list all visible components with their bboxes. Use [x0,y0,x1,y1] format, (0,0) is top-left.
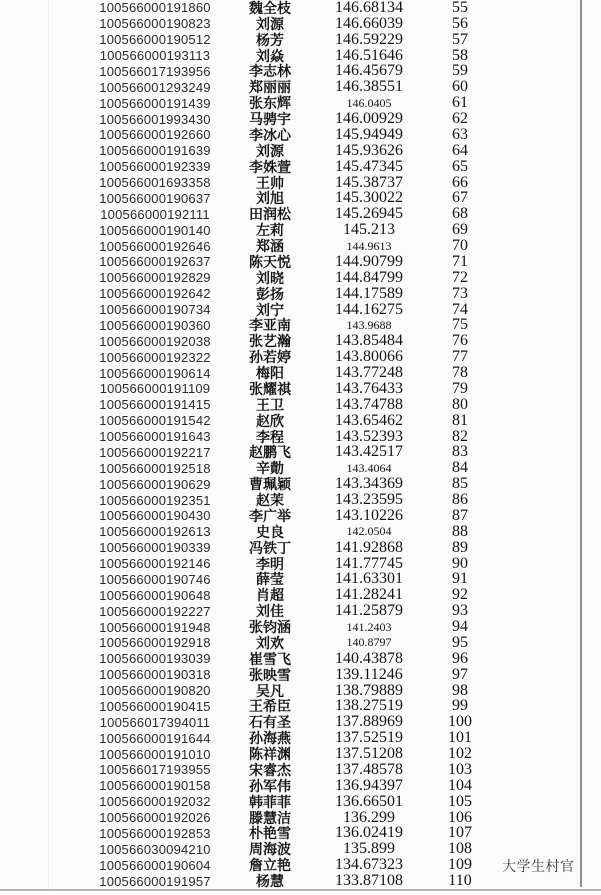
table-row [0,667,601,683]
table-row [0,48,601,64]
table-row [0,159,601,175]
table-row [0,794,601,810]
candidate-id: 100566000190823 [99,16,211,32]
candidate-name: 刘源 [256,142,284,159]
candidate-name: 刘佳 [256,603,284,620]
candidate-name: 彭扬 [256,285,284,302]
candidate-name: 薛莹 [256,571,284,588]
candidate-name: 张映雪 [249,666,291,683]
candidate-score: 141.25879 [335,602,403,620]
candidate-score: 143.65462 [335,411,403,429]
table-row [0,111,601,127]
table-row [0,413,601,429]
candidate-name: 肖超 [256,587,284,604]
table-row [0,826,601,842]
candidate-name: 李姝萱 [249,158,291,175]
candidate-score: 146.59229 [335,30,403,48]
candidate-name: 张耀祺 [249,380,291,397]
candidate-score: 141.63301 [335,570,403,588]
candidate-score: 145.93626 [335,141,403,159]
table-row [0,651,601,667]
candidate-score: 141.77745 [335,554,403,572]
candidate-rank: 56 [452,14,468,32]
candidate-score: 142.0504 [346,524,392,539]
table-row [0,730,601,746]
candidate-score: 143.4064 [346,460,392,475]
candidate-score: 138.79889 [335,681,403,699]
table-row [0,476,601,492]
table-row [0,460,601,476]
candidate-id: 100566000191439 [99,95,211,111]
candidate-id: 100566000190158 [99,778,211,794]
candidate-rank: 67 [452,189,468,207]
candidate-id: 100566000192518 [99,460,211,476]
candidate-rank: 93 [452,602,468,620]
candidate-score: 146.0405 [346,95,392,110]
candidate-score: 139.11246 [335,665,403,683]
candidate-id: 100566000192918 [99,635,211,651]
table-row [0,16,601,32]
candidate-score: 146.51646 [335,46,403,64]
candidate-score: 144.90799 [335,252,403,270]
candidate-score: 138.27519 [335,697,403,715]
table-row [0,397,601,413]
candidate-rank: 87 [452,506,468,524]
candidate-id: 100566000192032 [99,794,211,810]
candidate-name: 孙海燕 [249,730,291,747]
candidate-score: 146.66039 [335,14,403,32]
table-row [0,127,601,143]
candidate-id: 100566000190614 [99,365,211,381]
candidate-name: 朴艳雪 [249,825,291,842]
candidate-rank: 99 [452,697,468,715]
candidate-name: 赵茉 [256,492,284,509]
table-row [0,683,601,699]
candidate-score: 146.68134 [335,0,403,16]
candidate-name: 刘欢 [256,634,284,651]
candidate-score: 143.52393 [335,427,403,445]
candidate-rank: 78 [452,364,468,382]
candidate-id: 100566000190746 [99,571,211,587]
table-row [0,619,601,635]
candidate-score: 136.66501 [335,792,403,810]
table-row [0,524,601,540]
table-row [0,556,601,572]
candidate-name: 魏全枝 [249,0,291,16]
candidate-rank: 55 [452,0,468,16]
candidate-rank: 65 [452,157,468,175]
candidate-id: 100566000192111 [100,206,210,222]
candidate-id: 100566000190318 [99,667,211,683]
candidate-id: 100566000192637 [99,254,211,270]
table-row [0,381,601,397]
candidate-id: 100566000190140 [99,222,211,238]
candidate-rank: 62 [452,110,468,128]
table-row [0,270,601,286]
candidate-id: 100566000192642 [99,286,211,302]
candidate-rank: 84 [452,459,468,477]
candidate-name: 张钧涵 [249,619,291,636]
candidate-id: 100566000191010 [99,746,211,762]
candidate-rank: 81 [452,411,468,429]
candidate-name: 陈祥渊 [249,746,291,763]
candidate-name: 孙若婷 [249,349,291,366]
candidate-id: 100566030094210 [99,841,211,857]
candidate-rank: 59 [452,62,468,80]
candidate-name: 周海波 [249,841,291,858]
candidate-score: 143.76433 [335,379,403,397]
candidate-name: 杨慧 [256,873,284,890]
candidate-rank: 105 [448,792,472,810]
candidate-name: 李明 [256,555,284,572]
table-row [0,64,601,80]
candidate-score: 137.52519 [335,729,403,747]
candidate-name: 赵鹏飞 [249,444,291,461]
table-row [0,318,601,334]
candidate-id: 100566000191644 [99,730,211,746]
candidate-score: 143.42517 [335,443,403,461]
candidate-id: 100566000192660 [99,127,211,143]
candidate-id: 100566000191860 [99,0,211,16]
candidate-rank: 102 [448,745,472,763]
candidate-rank: 100 [448,713,472,731]
candidate-rank: 108 [448,840,472,858]
candidate-score: 144.9613 [346,238,392,253]
table-row [0,492,601,508]
candidate-id: 100566000192217 [99,444,211,460]
candidate-id: 100566000191957 [99,873,211,889]
candidate-rank: 103 [448,760,472,778]
candidate-score: 145.30022 [335,189,403,207]
candidate-score: 143.10226 [335,506,403,524]
table-row [0,175,601,191]
table-row [0,603,601,619]
candidate-id: 100566001693358 [99,175,211,191]
candidate-score: 134.67323 [335,856,403,874]
candidate-rank: 73 [452,284,468,302]
candidate-name: 曹珮颖 [249,476,291,493]
candidate-name: 郑涵 [256,238,284,255]
candidate-id: 100566000190734 [99,302,211,318]
candidate-id: 100566000192339 [99,159,211,175]
candidate-rank: 83 [452,443,468,461]
candidate-score: 143.23595 [335,491,403,509]
candidate-name: 张艺瀚 [249,333,291,350]
candidate-id: 100566000191948 [99,619,211,635]
candidate-rank: 72 [452,268,468,286]
table-row [0,0,601,16]
candidate-rank: 71 [452,252,468,270]
candidate-rank: 75 [452,316,468,334]
candidate-id: 100566000190820 [99,683,211,699]
candidate-id: 100566000192322 [99,349,211,365]
table-row [0,32,601,48]
candidate-rank: 106 [448,808,472,826]
candidate-id: 100566000192026 [99,810,211,826]
table-row [0,587,601,603]
candidate-name: 王希臣 [249,698,291,715]
candidate-rank: 92 [452,586,468,604]
candidate-rank: 96 [452,649,468,667]
candidate-name: 孙军伟 [249,777,291,794]
candidate-score: 136.02419 [335,824,403,842]
candidate-score: 144.84799 [335,268,403,286]
candidate-id: 100566017394011 [99,714,211,730]
candidate-name: 李冰心 [249,126,291,143]
candidate-score: 137.51208 [335,745,403,763]
table-row [0,302,601,318]
table-row [0,222,601,238]
candidate-name: 张东辉 [249,95,291,112]
candidate-name: 史良 [256,523,284,540]
left-margin-rule [48,0,49,889]
candidate-rank: 61 [452,94,468,112]
candidate-score: 141.92868 [335,538,403,556]
candidate-name: 李广举 [249,507,291,524]
candidate-rank: 90 [452,554,468,572]
candidate-id: 100566000190339 [99,540,211,556]
below-page-area [0,891,601,895]
candidate-id: 100566017193955 [99,762,211,778]
candidate-score: 133.87108 [335,872,403,890]
candidate-name: 刘焱 [256,47,284,64]
candidate-score: 146.00929 [335,110,403,128]
candidate-name: 刘旭 [256,190,284,207]
candidate-score: 144.16275 [335,300,403,318]
candidate-id: 100566000192853 [99,825,211,841]
right-page-edge-rule [580,0,582,887]
candidate-id: 100566000190360 [99,317,211,333]
table-row [0,746,601,762]
candidate-name: 刘宁 [256,301,284,318]
table-row [0,778,601,794]
candidate-id: 100566000192829 [99,270,211,286]
candidate-score: 136.94397 [335,776,403,794]
candidate-name: 郑丽丽 [249,79,291,96]
candidate-id: 100566000193039 [99,651,211,667]
candidate-score: 143.74788 [335,395,403,413]
candidate-score: 137.88969 [335,713,403,731]
candidate-score: 143.34369 [335,475,403,493]
candidate-id: 100566000190604 [99,857,211,873]
candidate-name: 李亚南 [249,317,291,334]
table-row [0,349,601,365]
candidate-name: 马骋宇 [249,111,291,128]
candidate-id: 100566000191542 [99,413,211,429]
candidate-rank: 85 [452,475,468,493]
table-row [0,238,601,254]
candidate-rank: 98 [452,681,468,699]
candidate-rank: 110 [448,872,472,890]
candidate-score: 145.38737 [335,173,403,191]
candidate-rank: 88 [452,522,468,540]
candidate-score: 144.17589 [335,284,403,302]
table-row [0,540,601,556]
candidate-id: 100566000190648 [99,587,211,603]
table-row [0,572,601,588]
candidate-name: 滕慧洁 [249,809,291,826]
candidate-rank: 66 [452,173,468,191]
candidate-rank: 76 [452,332,468,350]
candidate-score: 137.48578 [335,760,403,778]
candidate-rank: 74 [452,300,468,318]
candidate-name: 王帅 [256,174,284,191]
candidate-rank: 109 [448,856,472,874]
candidate-name: 陈天悦 [249,253,291,270]
candidate-id: 100566000190629 [99,476,211,492]
candidate-name: 宋睿杰 [249,761,291,778]
candidate-name: 辛勣 [256,460,284,477]
candidate-name: 李程 [256,428,284,445]
candidate-score: 141.2403 [346,619,392,634]
candidate-rank: 70 [452,237,468,255]
candidate-rank: 82 [452,427,468,445]
candidate-score: 145.213 [343,221,395,239]
candidate-id: 100566017193956 [99,63,211,79]
candidate-id: 100566000192146 [99,556,211,572]
candidate-score: 136.299 [343,808,395,826]
candidate-score: 141.28241 [335,586,403,604]
candidate-score: 140.8797 [346,635,392,650]
candidate-id: 100566000192646 [99,238,211,254]
table-row [0,429,601,445]
candidate-rank: 60 [452,78,468,96]
candidate-score: 143.85484 [335,332,403,350]
candidate-id: 100566000190512 [99,32,211,48]
candidate-rank: 64 [452,141,468,159]
watermark-label: 大学生村官 [502,858,575,874]
candidate-score: 145.94949 [335,125,403,143]
table-row [0,841,601,857]
candidate-name: 梅阳 [256,365,284,382]
table-row [0,206,601,222]
table-row [0,762,601,778]
candidate-name: 吴凡 [256,682,284,699]
table-row [0,810,601,826]
candidate-id: 100566000192227 [99,603,211,619]
candidate-name: 詹立艳 [249,857,291,874]
candidate-id: 100566000191639 [99,143,211,159]
candidate-name: 左莉 [256,222,284,239]
candidate-id: 100566000193113 [99,48,211,64]
table-row [0,79,601,95]
candidate-score: 140.43878 [335,649,403,667]
candidate-id: 100566000191415 [99,397,211,413]
candidate-score: 146.38551 [335,78,403,96]
candidate-name: 冯铁丁 [249,539,291,556]
candidate-score: 146.45679 [335,62,403,80]
candidate-name: 杨芳 [256,31,284,48]
candidate-score: 143.80066 [335,348,403,366]
table-row [0,714,601,730]
table-row [0,508,601,524]
candidate-name: 赵欣 [256,412,284,429]
candidate-rank: 86 [452,491,468,509]
candidate-rank: 89 [452,538,468,556]
candidate-id: 100566000192038 [99,333,211,349]
candidate-id: 100566000190415 [99,698,211,714]
table-row [0,333,601,349]
candidate-score: 143.9688 [346,317,392,332]
candidate-name: 刘源 [256,15,284,32]
table-row [0,635,601,651]
candidate-rank: 80 [452,395,468,413]
candidate-id: 100566000190430 [99,508,211,524]
table-row [0,365,601,381]
candidate-rank: 69 [452,221,468,239]
candidate-name: 王卫 [256,396,284,413]
candidate-id: 100566000192351 [99,492,211,508]
candidate-id: 100566001993430 [99,111,211,127]
candidate-name: 韩菲菲 [249,793,291,810]
candidate-rank: 79 [452,379,468,397]
table-row [0,191,601,207]
table-row [0,286,601,302]
candidate-rank: 63 [452,125,468,143]
candidate-rank: 95 [452,633,468,651]
candidate-id: 100566000192613 [99,524,211,540]
candidate-name: 田润松 [249,206,291,223]
candidate-rank: 77 [452,348,468,366]
candidate-score: 145.47345 [335,157,403,175]
candidate-rank: 97 [452,665,468,683]
candidate-score: 143.77248 [335,364,403,382]
candidate-id: 100566000191643 [99,429,211,445]
candidate-score: 145.26945 [335,205,403,223]
candidate-rank: 104 [448,776,472,794]
candidate-rank: 57 [452,30,468,48]
candidate-name: 石有圣 [249,714,291,731]
table-row [0,143,601,159]
candidate-rank: 94 [452,618,468,636]
candidate-id: 100566000191109 [99,381,211,397]
candidate-id: 100566001293249 [99,79,211,95]
candidate-name: 崔雪飞 [249,650,291,667]
table-row [0,254,601,270]
candidate-rank: 107 [448,824,472,842]
candidate-rank: 58 [452,46,468,64]
candidate-name: 李志林 [249,63,291,80]
candidate-id: 100566000190637 [99,190,211,206]
table-row [0,95,601,111]
table-row [0,445,601,461]
table-row [0,699,601,715]
candidate-rank: 91 [452,570,468,588]
candidate-rank: 101 [448,729,472,747]
candidate-name: 刘晓 [256,269,284,286]
candidate-score: 135.899 [343,840,395,858]
candidate-rank: 68 [452,205,468,223]
